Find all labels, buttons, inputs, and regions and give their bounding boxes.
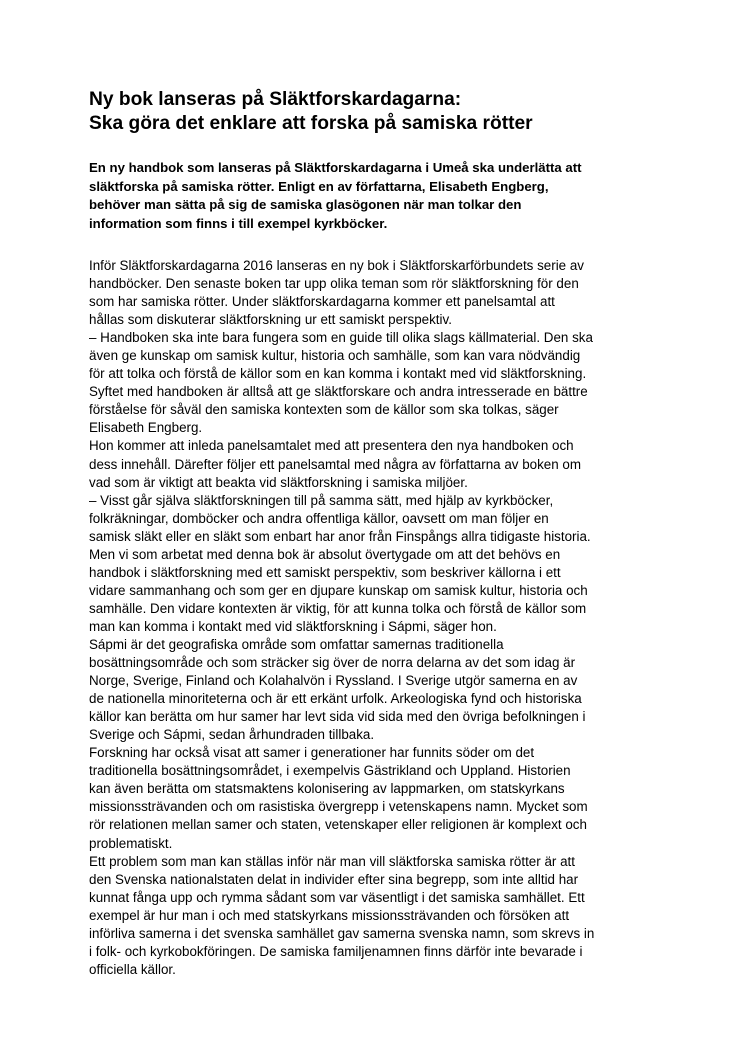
article-body (89, 257, 669, 979)
body-line: för att tolka och förstå de källor som en kan komma i kontakt med vid släktforskning. (89, 366, 587, 382)
body-line: införliva samerna i det svenska samhället gav samerna svenska namn, som skrevs in (89, 925, 595, 941)
body-line: Inför Släktforskardagarna 2016 lanseras en ny bok i Släktforskarförbundets serie av (89, 258, 584, 273)
body-line: Forskning har också visat att samer i generationer har funnits söder om det (89, 745, 535, 761)
body-line: rör relationen mellan samer och staten, vetenskaper eller religionen är komplext och (89, 817, 587, 833)
body-line: problematiskt. (89, 835, 173, 851)
body-line: Sápmi är det geografiska område som omfattar samernas traditionella (89, 636, 504, 652)
title-line: Ska göra det enklare att forska på samiska rötter (89, 113, 533, 134)
title-line: Ny bok lanseras på Släktforskardagarna: (89, 89, 462, 110)
body-line: den Svenska nationalstaten delat in individer efter sina begrepp, som inte alltid har (89, 871, 579, 887)
body-line: officiella källor. (89, 961, 176, 977)
body-line: de nationella minoriteterna och är ett erkänt urfolk. Arkeologiska fynd och historiska (89, 691, 582, 707)
body-line: vidare sammanhang och som ger en djupare kunskap om samisk kultur, historia och (89, 582, 588, 598)
body-line: Syftet med handboken är alltså att ge släktforskare och andra intresserade en bättre (89, 384, 588, 400)
body-line: dess innehåll. Därefter följer ett panelsamtal med några av författarna av boken om (89, 456, 582, 472)
lead-line: En ny handbok som lanseras på Släktforskardagarna i Umeå ska underlätta att (89, 160, 582, 175)
body-line: vad som är viktigt att beakta vid släktforskning i samiska miljöer. (89, 474, 468, 490)
body-line: som har samiska rötter. Under släktforskardagarna kommer ett panelsamtal att (89, 294, 555, 310)
document-page (89, 88, 669, 979)
body-line: bosättningsområde och som sträcker sig över de norra delarna av det som idag är (89, 655, 576, 671)
body-line: handböcker. Den senaste boken tar upp olika teman som rör släktforskning för den (89, 276, 579, 292)
body-line: Elisabeth Engberg. (89, 420, 203, 436)
lead-line: släktforska på samiska rötter. Enligt en av författarna, Elisabeth Engberg, (89, 178, 549, 194)
body-line: hållas som diskuterar släktforskning ur ett samiskt perspektiv. (89, 312, 452, 328)
body-line: Hon kommer att inleda panelsamtalet med att presentera den nya handboken och (89, 438, 574, 454)
body-line: källor kan berätta om hur samer har levt sida vid sida med den övriga befolkningen i (89, 709, 586, 725)
body-line: man kan komma i kontakt med vid släktforskning i Sápmi, säger hon. (89, 618, 497, 634)
body-line: Ett problem som man kan ställas inför när man vill släktforska samiska rötter är att (89, 853, 575, 869)
body-line: folkräkningar, domböcker och andra offentliga källor, oavsett om man följer en (89, 510, 549, 526)
body-line: i folk- och kyrkobokföringen. De samiska familjenamnen finns därför inte bevarade i (89, 943, 583, 959)
article-title (89, 88, 669, 136)
lead-line: behöver man sätta på sig de samiska glasögonen när man tolkar den (89, 197, 522, 212)
body-line: exempel är hur man i och med statskyrkans missionssträvanden och försöken att (89, 907, 570, 923)
body-line: förståelse för såväl den samiska kontexten som de källor som ska tolkas, säger (89, 402, 559, 418)
body-line: Men vi som arbetat med denna bok är absolut övertygade om att det behövs en (89, 546, 561, 562)
body-line: samisk släkt eller en släkt som enbart har anor från Finspångs allra tidigaste historia. (89, 528, 591, 544)
body-line: samhälle. Den vidare kontexten är viktig, för att kunna tolka och förstå de källor som (89, 600, 587, 616)
body-line: kan även berätta om statsmaktens kolonisering av lappmarken, om statskyrkans (89, 781, 565, 797)
body-line: Sverige och Sápmi, sedan århundraden tillbaka. (89, 727, 375, 743)
body-line: missionssträvanden och om rasistiska övergrepp i vetenskapens namn. Mycket som (89, 799, 588, 815)
body-line: – Visst går själva släktforskningen till på samma sätt, med hjälp av kyrkböcker, (89, 492, 554, 508)
body-line: kunnat fånga upp och rymma sådant som var väsentligt i det samiska samhället. Ett (89, 889, 585, 905)
body-line: handbok i släktforskning med ett samiskt perspektiv, som beskriver källorna i ett (89, 564, 561, 580)
body-line: – Handboken ska inte bara fungera som en guide till olika slags källmaterial. Den ska (89, 330, 593, 346)
article-lead (89, 159, 669, 233)
lead-line: information som finns i till exempel kyrkböcker. (89, 215, 388, 231)
body-line: Norge, Sverige, Finland och Kolahalvön i Ryssland. I Sverige utgör samerna en av (89, 673, 578, 689)
body-line: traditionella bosättningsområdet, i exempelvis Gästrikland och Uppland. Historien (89, 763, 571, 779)
body-line: även ge kunskap om samisk kultur, historia och samhälle, som kan vara nödvändig (89, 348, 581, 364)
